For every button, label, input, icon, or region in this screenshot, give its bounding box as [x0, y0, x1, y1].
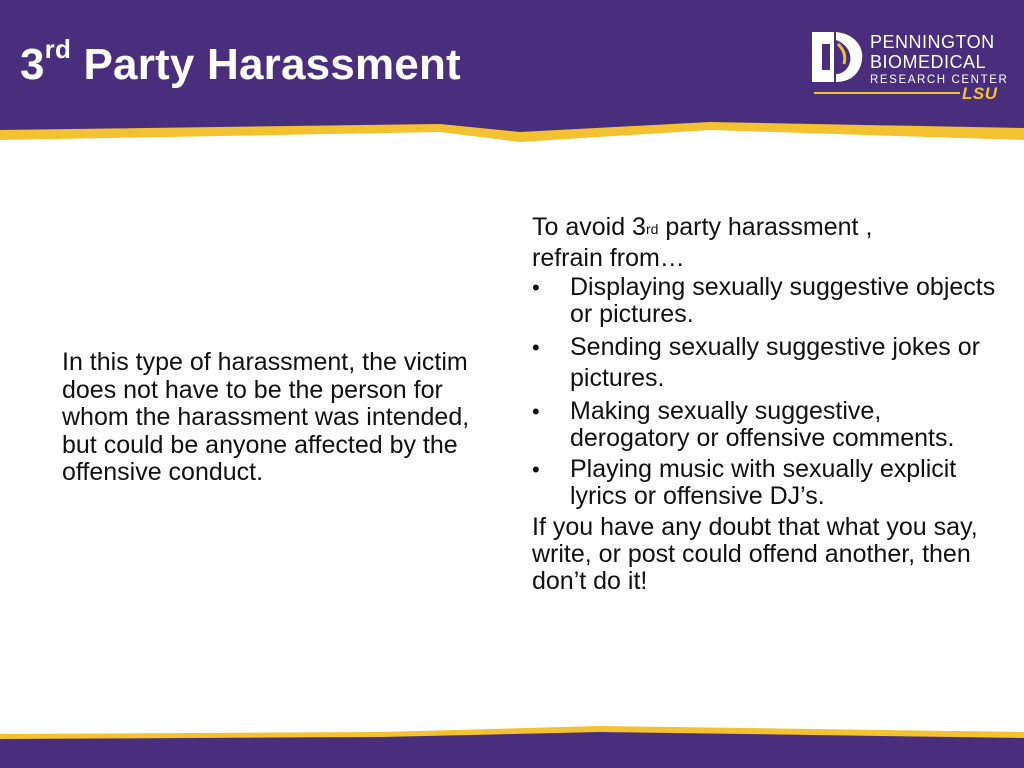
intro-line-1-rest: party harassment ,	[658, 213, 873, 241]
intro-line-2: refrain from…	[532, 244, 685, 272]
logo-lsu-badge: LSU	[962, 84, 998, 103]
logo-line-1: PENNINGTON	[870, 32, 995, 52]
title-text: Party Harassment	[71, 40, 461, 89]
list-item-text: Making sexually suggestive, derogatory or offensive comments.	[570, 397, 955, 452]
bullet-icon: •	[532, 275, 540, 300]
left-paragraph: In this type of harassment, the victim does not have to be the person for whom the harassment was intended, but could be anyone affected by the offensive conduct.	[62, 348, 470, 486]
title-superscript: rd	[44, 34, 72, 64]
bullet-icon: •	[532, 335, 540, 360]
title-number: 3	[20, 40, 45, 89]
list-item	[532, 398, 1002, 452]
page-title	[20, 34, 461, 90]
list-item	[532, 274, 1002, 328]
list-item-text: Playing music with sexually explicit lyrics or offensive DJ’s.	[570, 455, 957, 510]
logo-text	[870, 32, 1008, 88]
list-item	[532, 456, 1002, 510]
intro-text	[532, 212, 1002, 274]
list-item-text: Sending sexually suggestive jokes or pictures.	[570, 333, 980, 392]
pennington-logo	[812, 30, 1012, 106]
footer-banner	[0, 724, 1024, 768]
bullet-icon: •	[532, 399, 540, 424]
header-banner	[0, 0, 1024, 150]
bullet-list	[532, 274, 1002, 510]
logo-mark-icon	[812, 30, 864, 86]
list-item-text: Displaying sexually suggestive objects or pictures.	[570, 273, 996, 328]
intro-line-1	[532, 212, 1002, 243]
intro-superscript: rd	[645, 221, 659, 237]
right-column	[532, 212, 1002, 595]
intro-prefix: To avoid 3	[532, 213, 646, 241]
footer-background	[0, 724, 1024, 768]
logo-line-3: RESEARCH CENTER	[870, 74, 1009, 86]
closing-text: If you have any doubt that what you say, write, or post could offend another, then don’t do it!	[532, 513, 978, 595]
list-item	[532, 332, 1002, 394]
logo-divider	[814, 92, 960, 94]
logo-line-2: BIOMEDICAL	[870, 52, 987, 72]
bullet-icon: •	[532, 457, 540, 482]
